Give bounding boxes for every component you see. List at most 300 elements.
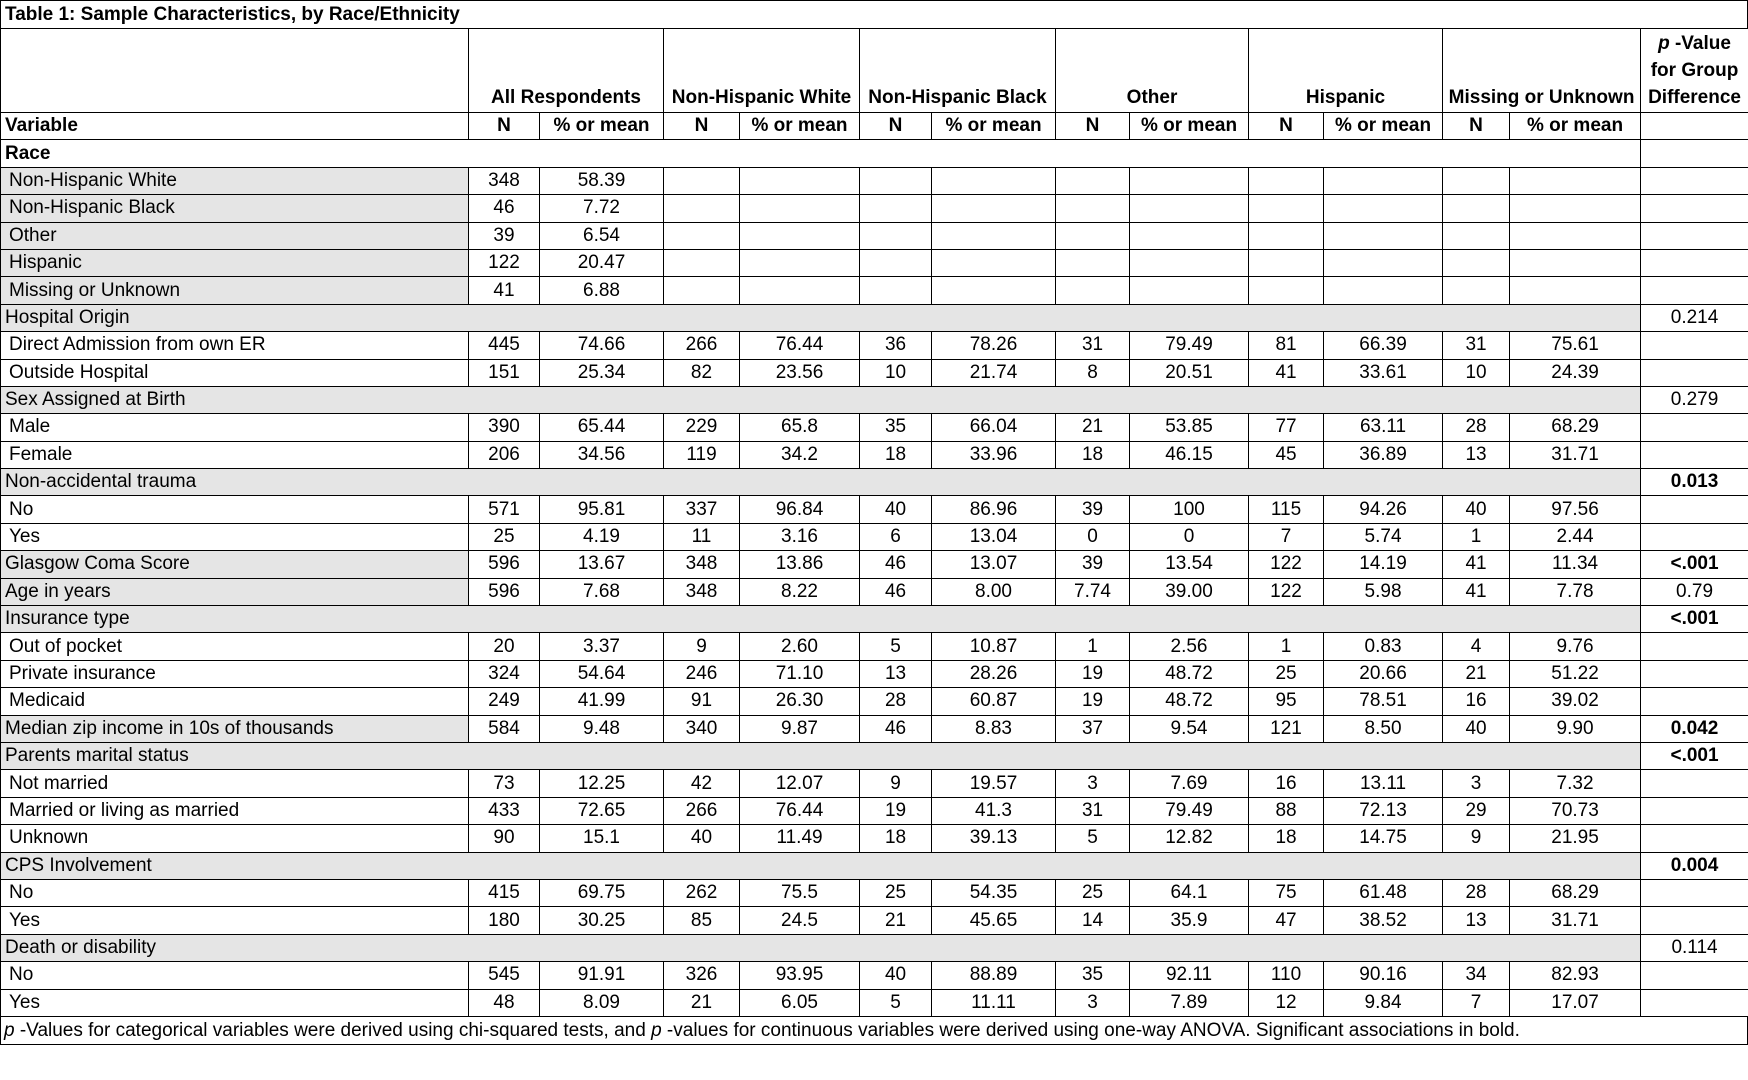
n-cell: 91 <box>664 688 740 715</box>
pct-cell: 6.88 <box>540 277 664 304</box>
pct-cell <box>1324 222 1443 249</box>
pct-cell: 68.29 <box>1510 414 1641 441</box>
table-row <box>1 304 1748 331</box>
pct-cell: 17.07 <box>1510 989 1641 1016</box>
pct-cell: 13.04 <box>932 523 1056 550</box>
n-cell: 12 <box>1249 989 1324 1016</box>
n-cell: 326 <box>664 962 740 989</box>
pct-cell: 7.68 <box>540 578 664 605</box>
n-cell: 19 <box>1056 688 1130 715</box>
section-label: CPS Involvement <box>1 852 1641 879</box>
row-label: Missing or Unknown <box>1 277 469 304</box>
n-cell: 21 <box>860 907 932 934</box>
footnote-p1: p <box>4 1019 15 1041</box>
footnote-text1: -Values for categorical variables were derived using chi-squared tests, and <box>14 1019 652 1041</box>
table-row <box>1 140 1748 167</box>
p-value-cell: 0.79 <box>1641 578 1748 605</box>
pct-cell: 78.26 <box>932 332 1056 359</box>
table-row <box>1 195 1748 222</box>
n-cell: 31 <box>1056 797 1130 824</box>
n-cell: 14 <box>1056 907 1130 934</box>
pct-header: % or mean <box>932 113 1056 140</box>
row-label: Non-Hispanic Black <box>1 195 469 222</box>
row-label: Outside Hospital <box>1 359 469 386</box>
table-row <box>1 249 1748 276</box>
group-header: All Respondents <box>469 29 664 113</box>
footnote-text2: -values for continuous variables were derived using one-way ANOVA. Significant associations in bold. <box>661 1019 1520 1041</box>
n-cell: 340 <box>664 715 740 742</box>
n-cell: 16 <box>1443 688 1510 715</box>
n-cell <box>1249 167 1324 194</box>
n-cell: 122 <box>469 249 540 276</box>
n-cell: 20 <box>469 633 540 660</box>
n-cell: 13 <box>1443 441 1510 468</box>
pct-cell: 6.54 <box>540 222 664 249</box>
table-row <box>1 907 1748 934</box>
table-row <box>1 962 1748 989</box>
n-cell: 246 <box>664 660 740 687</box>
pct-header: % or mean <box>1130 113 1249 140</box>
p-value-cell: 0.042 <box>1641 715 1748 742</box>
pct-cell <box>932 222 1056 249</box>
row-label: Glasgow Coma Score <box>1 551 469 578</box>
variable-header: Variable <box>1 113 469 140</box>
n-cell: 34 <box>1443 962 1510 989</box>
table-row <box>1 551 1748 578</box>
p-value-cell: <.001 <box>1641 606 1748 633</box>
pct-cell: 75.61 <box>1510 332 1641 359</box>
pct-cell: 0 <box>1130 523 1249 550</box>
pct-cell <box>1130 195 1249 222</box>
n-cell: 229 <box>664 414 740 441</box>
n-cell: 10 <box>860 359 932 386</box>
n-cell: 13 <box>860 660 932 687</box>
n-cell <box>1443 167 1510 194</box>
n-cell: 596 <box>469 551 540 578</box>
pct-cell: 39.02 <box>1510 688 1641 715</box>
pct-header: % or mean <box>740 113 860 140</box>
n-cell: 41 <box>1443 578 1510 605</box>
n-cell: 81 <box>1249 332 1324 359</box>
section-label: Parents marital status <box>1 742 1641 769</box>
pct-cell: 10.87 <box>932 633 1056 660</box>
row-label: Other <box>1 222 469 249</box>
pct-cell: 4.19 <box>540 523 664 550</box>
n-cell: 571 <box>469 496 540 523</box>
n-cell <box>1443 277 1510 304</box>
pct-cell: 3.37 <box>540 633 664 660</box>
pct-cell: 53.85 <box>1130 414 1249 441</box>
pct-cell: 91.91 <box>540 962 664 989</box>
row-label: Unknown <box>1 825 469 852</box>
pct-cell: 39.00 <box>1130 578 1249 605</box>
n-cell: 122 <box>1249 578 1324 605</box>
table-row <box>1 660 1748 687</box>
group-header: Hispanic <box>1249 29 1443 113</box>
n-cell: 1 <box>1056 633 1130 660</box>
n-cell <box>1056 167 1130 194</box>
pct-cell: 75.5 <box>740 879 860 906</box>
n-cell: 28 <box>860 688 932 715</box>
p-value-cell: <.001 <box>1641 551 1748 578</box>
row-label: Age in years <box>1 578 469 605</box>
table-row <box>1 934 1748 961</box>
n-cell <box>860 222 932 249</box>
pct-cell: 20.51 <box>1130 359 1249 386</box>
p-value-cell: 0.214 <box>1641 304 1748 331</box>
n-cell: 19 <box>1056 660 1130 687</box>
n-cell: 18 <box>860 825 932 852</box>
pct-cell: 86.96 <box>932 496 1056 523</box>
n-cell: 151 <box>469 359 540 386</box>
p-value-cell <box>1641 332 1748 359</box>
table-row <box>1 523 1748 550</box>
pct-cell: 9.48 <box>540 715 664 742</box>
n-cell <box>664 167 740 194</box>
pct-cell: 38.52 <box>1324 907 1443 934</box>
p-value-cell <box>1641 249 1748 276</box>
pct-cell: 92.11 <box>1130 962 1249 989</box>
n-cell: 25 <box>469 523 540 550</box>
column-header-row <box>1 113 1748 140</box>
pct-cell: 34.56 <box>540 441 664 468</box>
p-value-cell <box>1641 441 1748 468</box>
n-cell: 1 <box>1443 523 1510 550</box>
pvalue-header <box>1641 29 1748 113</box>
pct-cell: 9.87 <box>740 715 860 742</box>
n-cell: 35 <box>860 414 932 441</box>
n-cell: 25 <box>1249 660 1324 687</box>
pct-cell: 20.47 <box>540 249 664 276</box>
n-cell: 16 <box>1249 770 1324 797</box>
n-cell: 31 <box>1056 332 1130 359</box>
p-value-cell <box>1641 414 1748 441</box>
pct-cell <box>932 167 1056 194</box>
pct-cell: 14.75 <box>1324 825 1443 852</box>
pct-cell: 13.54 <box>1130 551 1249 578</box>
pct-cell: 48.72 <box>1130 688 1249 715</box>
row-label: No <box>1 496 469 523</box>
pct-cell: 0.83 <box>1324 633 1443 660</box>
pct-cell: 12.07 <box>740 770 860 797</box>
pct-cell: 93.95 <box>740 962 860 989</box>
group-header: Non-Hispanic White <box>664 29 860 113</box>
pct-cell: 60.87 <box>932 688 1056 715</box>
n-cell <box>664 195 740 222</box>
table-row <box>1 332 1748 359</box>
row-label: Married or living as married <box>1 797 469 824</box>
pct-cell: 8.83 <box>932 715 1056 742</box>
n-cell: 584 <box>469 715 540 742</box>
n-cell: 40 <box>860 962 932 989</box>
pct-cell: 72.65 <box>540 797 664 824</box>
n-cell <box>860 277 932 304</box>
n-cell: 46 <box>860 551 932 578</box>
n-cell: 445 <box>469 332 540 359</box>
n-cell: 95 <box>1249 688 1324 715</box>
pct-cell: 15.1 <box>540 825 664 852</box>
n-cell <box>1249 277 1324 304</box>
pct-cell: 33.96 <box>932 441 1056 468</box>
n-cell: 3 <box>1056 770 1130 797</box>
pct-cell <box>740 222 860 249</box>
n-cell: 7 <box>1249 523 1324 550</box>
pct-cell: 41.99 <box>540 688 664 715</box>
section-label: Non-accidental trauma <box>1 469 1641 496</box>
n-cell: 77 <box>1249 414 1324 441</box>
n-cell: 36 <box>860 332 932 359</box>
table-row <box>1 469 1748 496</box>
table-row <box>1 879 1748 906</box>
row-label: Not married <box>1 770 469 797</box>
row-label: Yes <box>1 907 469 934</box>
p-value-cell <box>1641 962 1748 989</box>
pct-cell <box>740 167 860 194</box>
pct-cell: 7.89 <box>1130 989 1249 1016</box>
n-cell: 39 <box>1056 496 1130 523</box>
pct-cell: 31.71 <box>1510 907 1641 934</box>
pct-cell: 61.48 <box>1324 879 1443 906</box>
table-row <box>1 386 1748 413</box>
n-cell: 249 <box>469 688 540 715</box>
n-cell: 7.74 <box>1056 578 1130 605</box>
n-cell: 85 <box>664 907 740 934</box>
n-cell: 13 <box>1443 907 1510 934</box>
pct-cell: 7.78 <box>1510 578 1641 605</box>
n-cell: 41 <box>1443 551 1510 578</box>
pct-cell: 6.05 <box>740 989 860 1016</box>
pct-cell: 21.95 <box>1510 825 1641 852</box>
table-row <box>1 496 1748 523</box>
n-cell: 119 <box>664 441 740 468</box>
pct-cell: 7.32 <box>1510 770 1641 797</box>
n-cell: 7 <box>1443 989 1510 1016</box>
pct-cell: 46.15 <box>1130 441 1249 468</box>
n-cell <box>860 195 932 222</box>
table-row <box>1 359 1748 386</box>
pct-cell <box>1130 277 1249 304</box>
n-cell: 348 <box>469 167 540 194</box>
p-value-cell <box>1641 907 1748 934</box>
pct-cell: 95.81 <box>540 496 664 523</box>
row-label: Female <box>1 441 469 468</box>
pct-cell <box>1324 167 1443 194</box>
n-cell: 3 <box>1056 989 1130 1016</box>
pct-cell <box>932 249 1056 276</box>
pct-cell: 39.13 <box>932 825 1056 852</box>
table-row <box>1 770 1748 797</box>
n-cell: 21 <box>1056 414 1130 441</box>
pct-cell <box>1130 249 1249 276</box>
n-cell: 9 <box>1443 825 1510 852</box>
table-row <box>1 222 1748 249</box>
p-value-cell <box>1641 140 1748 167</box>
pct-cell: 2.44 <box>1510 523 1641 550</box>
pct-cell: 9.76 <box>1510 633 1641 660</box>
n-header: N <box>469 113 540 140</box>
pct-cell: 97.56 <box>1510 496 1641 523</box>
n-cell: 90 <box>469 825 540 852</box>
n-cell: 180 <box>469 907 540 934</box>
n-header: N <box>1443 113 1510 140</box>
n-cell: 266 <box>664 797 740 824</box>
pct-cell <box>1510 167 1641 194</box>
section-label: Insurance type <box>1 606 1641 633</box>
pct-cell: 96.84 <box>740 496 860 523</box>
n-cell: 3 <box>1443 770 1510 797</box>
pvalue-blank <box>1641 113 1748 140</box>
p-value-cell <box>1641 660 1748 687</box>
pct-cell: 45.65 <box>932 907 1056 934</box>
pct-cell <box>740 195 860 222</box>
n-cell: 324 <box>469 660 540 687</box>
pct-cell: 69.75 <box>540 879 664 906</box>
n-cell: 47 <box>1249 907 1324 934</box>
n-cell: 75 <box>1249 879 1324 906</box>
p-value-cell: 0.013 <box>1641 469 1748 496</box>
n-cell: 29 <box>1443 797 1510 824</box>
pct-cell: 5.74 <box>1324 523 1443 550</box>
table-row <box>1 688 1748 715</box>
n-cell: 31 <box>1443 332 1510 359</box>
n-cell <box>1249 222 1324 249</box>
pct-cell: 76.44 <box>740 332 860 359</box>
n-cell: 21 <box>1443 660 1510 687</box>
n-cell <box>664 277 740 304</box>
pct-cell: 13.86 <box>740 551 860 578</box>
pct-cell: 51.22 <box>1510 660 1641 687</box>
pct-cell: 33.61 <box>1324 359 1443 386</box>
n-cell <box>664 249 740 276</box>
table-row <box>1 277 1748 304</box>
pct-cell: 54.35 <box>932 879 1056 906</box>
pct-cell: 41.3 <box>932 797 1056 824</box>
p-value-cell <box>1641 797 1748 824</box>
n-cell: 390 <box>469 414 540 441</box>
n-cell: 115 <box>1249 496 1324 523</box>
n-cell: 1 <box>1249 633 1324 660</box>
n-cell: 39 <box>1056 551 1130 578</box>
n-cell <box>1056 222 1130 249</box>
pct-cell <box>740 277 860 304</box>
pct-cell: 48.72 <box>1130 660 1249 687</box>
pct-cell: 8.00 <box>932 578 1056 605</box>
pct-cell: 12.82 <box>1130 825 1249 852</box>
pct-cell: 65.8 <box>740 414 860 441</box>
p-value-cell: 0.279 <box>1641 386 1748 413</box>
row-label: No <box>1 962 469 989</box>
table-row <box>1 852 1748 879</box>
row-label: Direct Admission from own ER <box>1 332 469 359</box>
pct-cell: 63.11 <box>1324 414 1443 441</box>
n-cell: 11 <box>664 523 740 550</box>
n-cell <box>1056 277 1130 304</box>
n-cell: 18 <box>860 441 932 468</box>
pct-cell: 70.73 <box>1510 797 1641 824</box>
pct-cell: 36.89 <box>1324 441 1443 468</box>
pct-cell <box>1130 222 1249 249</box>
pct-cell: 34.2 <box>740 441 860 468</box>
n-cell: 262 <box>664 879 740 906</box>
pct-cell <box>1324 249 1443 276</box>
n-cell <box>1249 249 1324 276</box>
n-cell: 46 <box>860 715 932 742</box>
p-value-cell <box>1641 770 1748 797</box>
row-label: Male <box>1 414 469 441</box>
n-cell: 348 <box>664 551 740 578</box>
pct-cell: 90.16 <box>1324 962 1443 989</box>
p-value-cell <box>1641 167 1748 194</box>
pct-cell: 13.67 <box>540 551 664 578</box>
pct-cell: 30.25 <box>540 907 664 934</box>
row-label: Yes <box>1 523 469 550</box>
pct-cell: 72.13 <box>1324 797 1443 824</box>
n-cell: 9 <box>664 633 740 660</box>
n-cell: 40 <box>1443 496 1510 523</box>
pct-header: % or mean <box>1324 113 1443 140</box>
pct-cell: 11.34 <box>1510 551 1641 578</box>
pct-cell: 13.07 <box>932 551 1056 578</box>
pct-cell: 65.44 <box>540 414 664 441</box>
n-cell: 46 <box>469 195 540 222</box>
table-footnote <box>0 1017 1748 1045</box>
pct-cell: 9.84 <box>1324 989 1443 1016</box>
n-cell: 9 <box>860 770 932 797</box>
n-cell: 48 <box>469 989 540 1016</box>
row-label: Medicaid <box>1 688 469 715</box>
n-cell: 41 <box>469 277 540 304</box>
pct-cell <box>1130 167 1249 194</box>
row-label: Yes <box>1 989 469 1016</box>
n-cell: 18 <box>1056 441 1130 468</box>
row-label: No <box>1 879 469 906</box>
pct-cell: 2.56 <box>1130 633 1249 660</box>
n-cell: 0 <box>1056 523 1130 550</box>
pct-cell <box>1510 222 1641 249</box>
pct-cell: 82.93 <box>1510 962 1641 989</box>
pct-cell <box>740 249 860 276</box>
n-cell: 348 <box>664 578 740 605</box>
pct-cell: 26.30 <box>740 688 860 715</box>
pct-header: % or mean <box>540 113 664 140</box>
pct-cell <box>1324 195 1443 222</box>
p-value-cell <box>1641 195 1748 222</box>
n-cell <box>860 167 932 194</box>
pct-cell: 8.09 <box>540 989 664 1016</box>
n-cell: 37 <box>1056 715 1130 742</box>
n-cell <box>860 249 932 276</box>
n-cell: 25 <box>1056 879 1130 906</box>
pct-cell: 66.04 <box>932 414 1056 441</box>
pct-cell: 71.10 <box>740 660 860 687</box>
pct-cell: 28.26 <box>932 660 1056 687</box>
n-cell: 5 <box>860 633 932 660</box>
pct-cell: 8.50 <box>1324 715 1443 742</box>
n-cell: 88 <box>1249 797 1324 824</box>
n-cell: 337 <box>664 496 740 523</box>
n-cell: 40 <box>1443 715 1510 742</box>
pct-cell <box>1510 249 1641 276</box>
n-header: N <box>1056 113 1130 140</box>
pct-cell: 8.22 <box>740 578 860 605</box>
table-row <box>1 742 1748 769</box>
section-label: Hospital Origin <box>1 304 1641 331</box>
n-cell: 41 <box>1249 359 1324 386</box>
pct-cell: 19.57 <box>932 770 1056 797</box>
table-row <box>1 825 1748 852</box>
pvalue-header-text: -Value for Group Difference <box>1648 33 1741 108</box>
n-cell: 415 <box>469 879 540 906</box>
